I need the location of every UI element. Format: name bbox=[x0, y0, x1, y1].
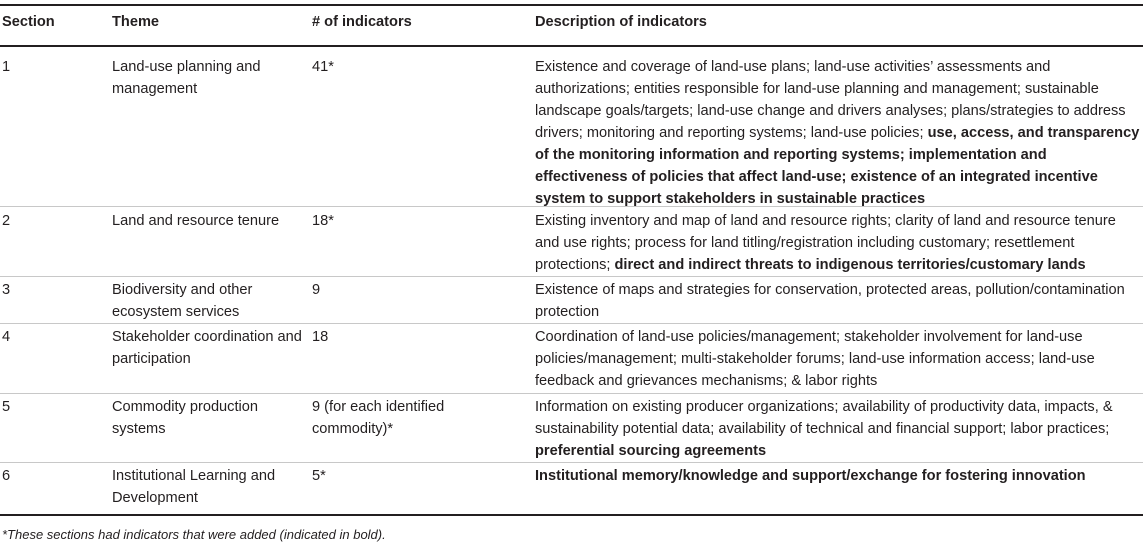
row-3-theme: Biodiversity and other ecosystem services bbox=[112, 282, 253, 320]
row-divider bbox=[0, 276, 1143, 277]
row-2-indicators: 18* bbox=[312, 213, 334, 229]
row-1-description-added: use, access, and transparency of the monitoring information and reporting systems; implementation and effectiveness of policies that affect land-use; existence of an integrated incentive system to support stakeholders in sustainable practices bbox=[535, 125, 1140, 207]
row-divider bbox=[0, 323, 1143, 324]
row-1-description-text: Existence and coverage of land-use plans; land-use activities’ assessments and authorizations; entities responsible for land-use planning and management; sustainable landscape goals/targets; land-use change and drivers analyses; plans/strategies to address drivers; monitoring and reporting systems; land-use policies; bbox=[535, 59, 1126, 141]
row-4-section: 4 bbox=[2, 329, 11, 345]
row-2-description bbox=[535, 210, 1141, 276]
row-3-section: 3 bbox=[2, 282, 11, 298]
row-1-description bbox=[535, 56, 1141, 210]
row-5-description-text: Information on existing producer organizations; availability of productivity data, impacts, & sustainability potential data; availability of technical and financial support; labor practices; bbox=[535, 399, 1113, 437]
header-section: Section bbox=[2, 14, 55, 30]
row-1-section: 1 bbox=[2, 59, 11, 75]
row-4-theme: Stakeholder coordination and participation bbox=[112, 329, 302, 367]
row-2-theme: Land and resource tenure bbox=[112, 213, 280, 229]
header-indicator-count: # of indicators bbox=[312, 14, 412, 30]
row-4-description bbox=[535, 326, 1141, 392]
header-theme: Theme bbox=[112, 14, 160, 30]
row-6-theme: Institutional Learning and Development bbox=[112, 468, 276, 506]
header-description: Description of indicators bbox=[535, 14, 707, 30]
row-2-description-text: Existing inventory and map of land and resource rights; clarity of land and resource tenure and use rights; process for land titling/registration including customary; resettlement protections; bbox=[535, 213, 1116, 273]
row-3-description-text: Existence of maps and strategies for conservation, protected areas, pollution/contamination protection bbox=[535, 282, 1125, 320]
row-6-description bbox=[535, 465, 1141, 487]
row-2-section: 2 bbox=[2, 213, 11, 229]
row-divider bbox=[0, 462, 1143, 463]
row-divider bbox=[0, 393, 1143, 394]
row-2-description-added: direct and indirect threats to indigenous territories/customary lands bbox=[614, 257, 1086, 273]
header-bottom-rule bbox=[0, 45, 1143, 47]
row-5-indicators: 9 (for each identified commodity)* bbox=[312, 399, 445, 437]
row-3-description bbox=[535, 279, 1141, 323]
row-3-indicators: 9 bbox=[312, 282, 321, 298]
row-divider bbox=[0, 206, 1143, 207]
row-6-section: 6 bbox=[2, 468, 11, 484]
row-5-description-added: preferential sourcing agreements bbox=[535, 443, 767, 459]
row-6-description-added: Institutional memory/knowledge and support/exchange for fostering innovation bbox=[535, 468, 1086, 484]
row-4-description-text: Coordination of land-use policies/management; stakeholder involvement for land-use policies/management; multi-stakeholder forums; land-use information access; land-use feedback and grievances mechanisms; & labor rights bbox=[535, 329, 1095, 389]
table-bottom-rule bbox=[0, 514, 1143, 516]
row-5-description bbox=[535, 396, 1141, 462]
row-1-theme: Land-use planning and management bbox=[112, 59, 261, 97]
row-5-theme: Commodity production systems bbox=[112, 399, 259, 437]
row-4-indicators: 18 bbox=[312, 329, 329, 345]
row-6-indicators: 5* bbox=[312, 468, 326, 484]
row-1-indicators: 41* bbox=[312, 59, 334, 75]
table-footnote: *These sections had indicators that were added (indicated in bold). bbox=[2, 527, 386, 542]
row-5-section: 5 bbox=[2, 399, 11, 415]
table-top-rule bbox=[0, 4, 1143, 6]
